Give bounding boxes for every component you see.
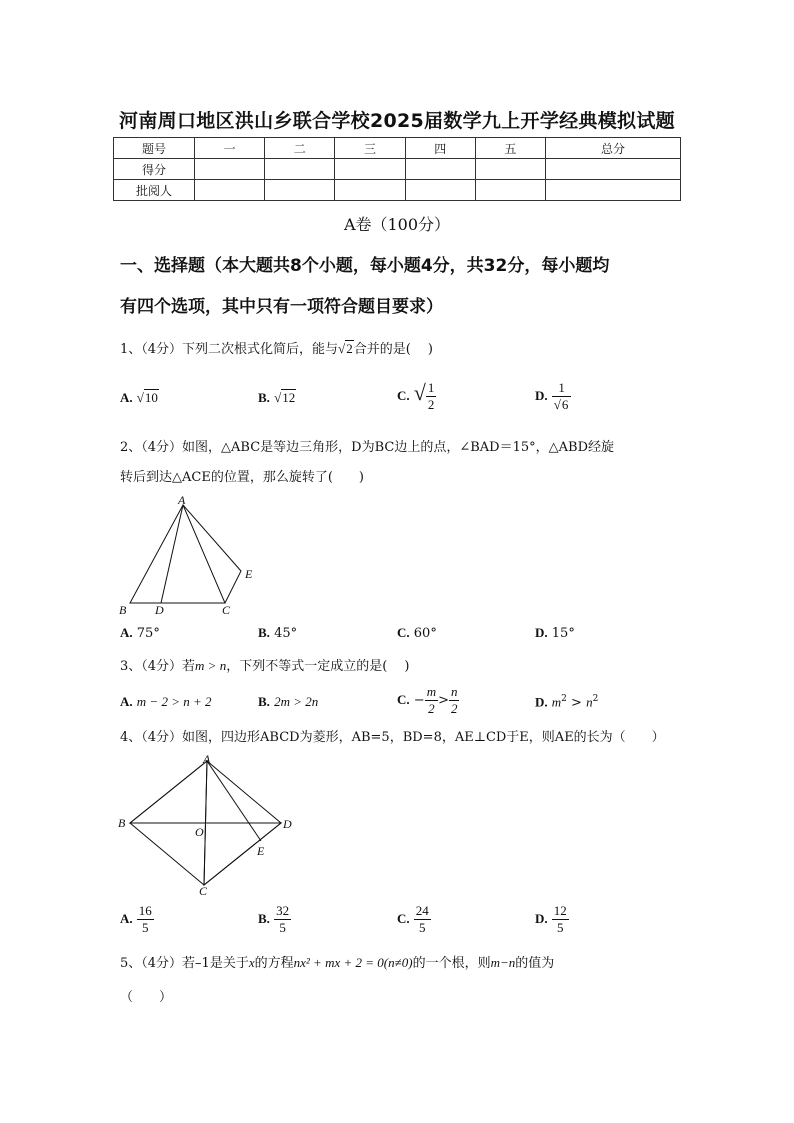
numerator: 1 bbox=[427, 380, 435, 395]
exponent: 2 bbox=[592, 694, 599, 704]
q5-equation: nx² + mx + 2 = 0 bbox=[293, 955, 384, 970]
option-label: C. bbox=[397, 911, 410, 926]
q2-option-c[interactable] bbox=[397, 625, 437, 641]
q5-text-post1: 的一个根，则 bbox=[412, 956, 491, 971]
option-label: A. bbox=[120, 694, 133, 709]
q5-expression: m−n bbox=[490, 955, 516, 970]
label-e: E bbox=[257, 844, 265, 858]
segment-ae-ec bbox=[183, 505, 241, 603]
q2-triangle-figure bbox=[115, 495, 265, 620]
question-2-line1: 2、（4分）如图，△ABC是等边三角形，D为BC边上的点，∠BAD＝15°，△ABD经旋 bbox=[120, 440, 614, 455]
numerator: n bbox=[450, 684, 458, 699]
label-c: C bbox=[199, 884, 208, 898]
reviewer-cell bbox=[475, 180, 545, 201]
q1-sqrt-value: 2 bbox=[346, 341, 353, 356]
q1-text-pre: 1、（4分）下列二次根式化简后，能与 bbox=[120, 342, 339, 357]
sqrt-symbol: √12 bbox=[274, 390, 296, 405]
option-label: B. bbox=[258, 625, 270, 640]
score-table bbox=[113, 137, 681, 201]
reviewer-row bbox=[114, 180, 681, 201]
denominator: 5 bbox=[557, 920, 564, 935]
header-cell: 题号 bbox=[114, 138, 195, 159]
q3-text-post: ，下列不等式一定成立的是( ) bbox=[226, 659, 410, 674]
row-label: 批阅人 bbox=[114, 180, 195, 201]
score-cell bbox=[265, 159, 335, 180]
question-5 bbox=[120, 948, 685, 979]
q3-option-c[interactable] bbox=[397, 684, 459, 717]
denominator: 5 bbox=[279, 920, 286, 935]
denominator: 2 bbox=[450, 701, 458, 716]
section-one-heading-line2: 有四个选项，其中只有一项符合题目要求） bbox=[120, 297, 443, 317]
q1-text-post: 合并的是( ) bbox=[353, 342, 433, 357]
reviewer-cell bbox=[195, 180, 265, 201]
var-n: n bbox=[586, 694, 593, 710]
fraction bbox=[274, 903, 291, 936]
numerator: m bbox=[426, 684, 437, 699]
q4-option-c[interactable] bbox=[397, 903, 431, 936]
option-label: A. bbox=[120, 911, 133, 926]
score-cell bbox=[195, 159, 265, 180]
option-label: C. bbox=[397, 625, 410, 640]
question-2-line2: 转后到达△ACE的位置，那么旋转了( ) bbox=[120, 470, 364, 485]
reviewer-cell bbox=[405, 180, 475, 201]
label-d: D bbox=[283, 817, 292, 831]
header-cell: 三 bbox=[335, 138, 405, 159]
var-m: m bbox=[551, 694, 562, 710]
reviewer-cell bbox=[546, 180, 681, 201]
question-5-line2: （ ） bbox=[120, 990, 173, 1005]
option-value: 2m > 2n bbox=[274, 694, 319, 709]
option-label: D. bbox=[535, 911, 548, 926]
option-value: m − 2 > n + 2 bbox=[136, 694, 212, 709]
numerator: 24 bbox=[415, 903, 429, 918]
sqrt-symbol: √10 bbox=[136, 390, 158, 405]
q5-condition: (n≠0) bbox=[383, 955, 413, 970]
fraction bbox=[552, 903, 569, 936]
fraction bbox=[425, 684, 438, 717]
q3-option-b[interactable] bbox=[258, 694, 318, 710]
option-label: C. bbox=[397, 692, 410, 707]
q5-text-post2: 的值为 bbox=[515, 956, 555, 971]
option-label: B. bbox=[258, 911, 270, 926]
option-label: C. bbox=[397, 388, 410, 403]
option-value: 75° bbox=[136, 626, 160, 641]
header-cell: 二 bbox=[265, 138, 335, 159]
option-label: D. bbox=[535, 694, 548, 710]
score-cell bbox=[475, 159, 545, 180]
segment-ae bbox=[207, 761, 261, 841]
question-3 bbox=[120, 651, 685, 682]
score-cell bbox=[546, 159, 681, 180]
fraction bbox=[426, 380, 437, 413]
label-a: A bbox=[203, 752, 211, 766]
greater-than: > bbox=[566, 695, 587, 711]
label-b: B bbox=[119, 603, 127, 617]
q5-variable: x bbox=[248, 955, 255, 970]
q5-text-mid: 的方程 bbox=[254, 956, 294, 971]
radicand: 10 bbox=[144, 390, 158, 405]
question-1 bbox=[120, 334, 685, 365]
header-cell: 一 bbox=[195, 138, 265, 159]
q4-option-d[interactable] bbox=[535, 903, 569, 936]
exponent: 2 bbox=[561, 694, 567, 704]
option-label: A. bbox=[120, 390, 133, 405]
header-cell: 总分 bbox=[546, 138, 681, 159]
q2-option-a[interactable] bbox=[120, 625, 160, 641]
q1-option-d[interactable] bbox=[535, 380, 571, 413]
label-a: A bbox=[178, 495, 186, 507]
label-d: D bbox=[155, 603, 164, 617]
label-b: B bbox=[118, 816, 126, 830]
section-a-heading: A卷（100分） bbox=[343, 215, 451, 234]
sqrt-symbol: √ bbox=[413, 380, 426, 405]
option-value: 45° bbox=[274, 626, 298, 641]
denominator: 2 bbox=[427, 397, 435, 412]
question-4: 4、（4分）如图，四边形ABCD为菱形，AB=5，BD=8，AE⊥CD于E，则AE的长为（ ） bbox=[120, 730, 665, 745]
greater-than: > bbox=[438, 693, 449, 708]
option-value: 60° bbox=[413, 626, 437, 641]
option-label: D. bbox=[535, 625, 548, 640]
option-label: A. bbox=[120, 625, 133, 640]
radicand: 12 bbox=[282, 390, 296, 405]
triangle-abc bbox=[130, 505, 225, 603]
numerator: 32 bbox=[276, 903, 290, 918]
score-cell bbox=[405, 159, 475, 180]
q3-condition: m > n bbox=[195, 658, 227, 673]
option-label: D. bbox=[535, 388, 548, 403]
header-cell: 五 bbox=[475, 138, 545, 159]
q4-rhombus-figure bbox=[115, 752, 300, 900]
fraction bbox=[552, 380, 572, 413]
section-one-heading-line1: 一、选择题（本大题共8个小题，每小题4分，共32分，每小题均 bbox=[120, 256, 610, 276]
reviewer-cell bbox=[335, 180, 405, 201]
fraction bbox=[137, 903, 154, 936]
q5-text-pre: 5、（4分）若–1是关于 bbox=[120, 956, 249, 971]
option-value: 15° bbox=[551, 626, 575, 641]
score-row bbox=[114, 159, 681, 180]
numerator: 16 bbox=[138, 903, 152, 918]
option-label: B. bbox=[258, 390, 270, 405]
score-table-header-row bbox=[114, 138, 681, 159]
denominator: 5 bbox=[419, 920, 426, 935]
header-cell: 四 bbox=[405, 138, 475, 159]
score-cell bbox=[335, 159, 405, 180]
q2-option-b[interactable] bbox=[258, 625, 297, 641]
q1-option-a[interactable] bbox=[120, 390, 159, 406]
q3-option-d[interactable] bbox=[535, 694, 598, 710]
q4-option-a[interactable] bbox=[120, 903, 154, 936]
q1-option-c[interactable] bbox=[397, 380, 436, 413]
reviewer-cell bbox=[265, 180, 335, 201]
label-e: E bbox=[245, 567, 253, 581]
denominator: √6 bbox=[553, 397, 569, 412]
option-label: B. bbox=[258, 694, 270, 709]
label-o: O bbox=[195, 825, 204, 839]
q2-option-d[interactable] bbox=[535, 625, 575, 641]
label-c: C bbox=[222, 603, 231, 617]
q3-text-pre: 3、（4分）若 bbox=[120, 659, 196, 674]
segment-ad bbox=[161, 505, 183, 603]
q3-option-a[interactable] bbox=[120, 694, 212, 710]
sqrt-symbol: √2 bbox=[338, 341, 353, 356]
fraction bbox=[414, 903, 431, 936]
q4-option-b[interactable] bbox=[258, 903, 291, 936]
numerator: 1 bbox=[552, 380, 572, 397]
denominator: 5 bbox=[142, 920, 149, 935]
radicand: 6 bbox=[561, 397, 569, 412]
q1-option-b[interactable] bbox=[258, 390, 296, 406]
numerator: 12 bbox=[553, 903, 567, 918]
row-label: 得分 bbox=[114, 159, 195, 180]
exam-title: 河南周口地区洪山乡联合学校2025届数学九上开学经典模拟试题 bbox=[119, 110, 675, 132]
minus-sign: − bbox=[413, 693, 425, 708]
denominator: 2 bbox=[428, 701, 435, 716]
fraction bbox=[449, 684, 460, 717]
